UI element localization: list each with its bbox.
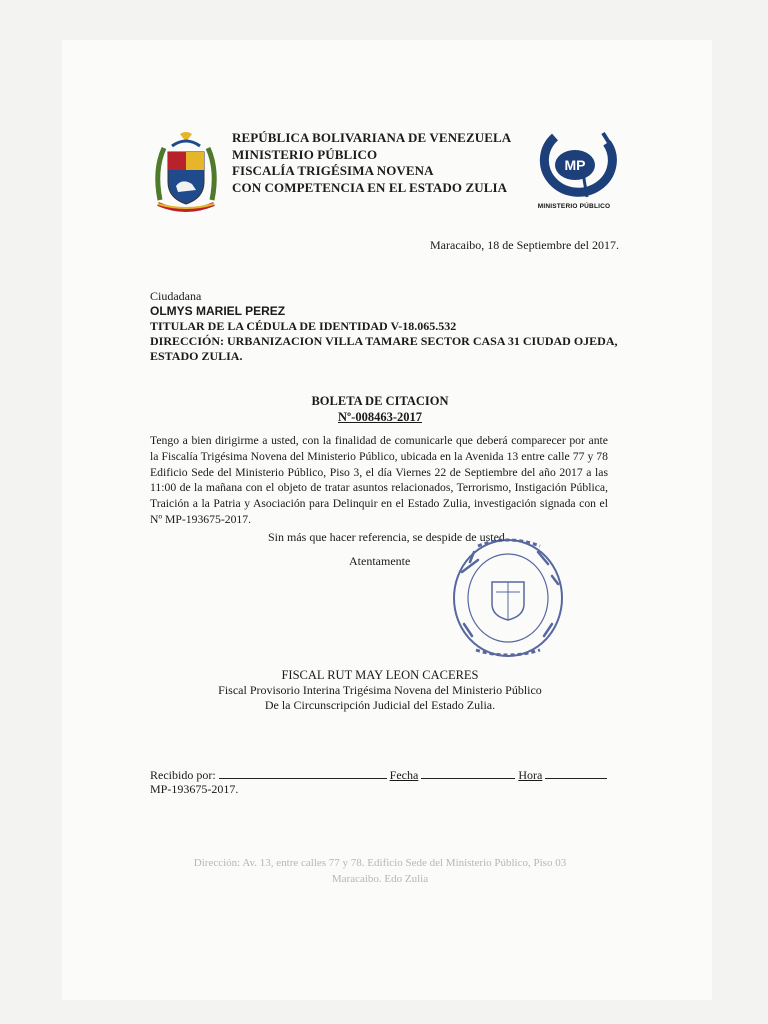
case-number: MP-193675-2017. [150, 782, 239, 796]
recipient-address-line-2: ESTADO ZULIA. [150, 349, 243, 363]
fecha-label: Fecha [389, 768, 419, 782]
letterhead-line-4: CON COMPETENCIA EN EL ESTADO ZULIA [232, 179, 508, 195]
signature-block [200, 668, 560, 713]
recipient-block [150, 289, 618, 364]
recipient-name: OLMYS MARIEL PEREZ [150, 304, 286, 318]
letterhead [232, 130, 511, 196]
received-by-field [219, 767, 387, 779]
footer [150, 855, 610, 887]
receipt-block [150, 767, 610, 796]
hora-label: Hora [518, 768, 543, 782]
sign-off: Atentamente [349, 554, 411, 568]
coat-of-arms-icon [150, 130, 222, 214]
document-date: Maracaibo, 18 de Septiembre del 2017. [430, 238, 619, 252]
recipient-id: TITULAR DE LA CÉDULA DE IDENTIDAD V-18.065.532 [150, 319, 457, 333]
logo-caption: MINISTERIO PÚBLICO [537, 203, 611, 210]
citation-number: Nº-008463-2017 [338, 410, 422, 424]
ministerio-publico-logo-icon [533, 127, 617, 202]
letterhead-line-3: FISCALÍA TRIGÉSIMA NOVENA [232, 163, 434, 178]
footer-address-line-1: Dirección: Av. 13, entre calles 77 y 78. Edificio Sede del Ministerio Público, Piso 03 [193, 857, 567, 869]
closing-text: Sin más que hacer referencia, se despide de usted [268, 530, 505, 544]
letterhead-line-1: REPÚBLICA BOLIVARIANA DE VENEZUELA [232, 130, 512, 145]
logo-text: MP [564, 157, 586, 173]
citation-title-block [150, 393, 610, 425]
received-by-label: Recibido por: [150, 768, 216, 782]
fecha-field [421, 767, 515, 779]
citation-body: Tengo a bien dirigirme a usted, con la finalidad de comunicarle que deberá comparecer por ante la Fiscalía Trigésima Novena del Ministerio Público, ubicada en la Avenida 13 entre calle 77 y 78 Edificio Sede del Ministerio Público, Piso 3, el día Viernes 22 de Septiembre del año 2017 a las 11:00 de la mañana con el objeto de tratar asuntos relacionados, Terrorismo, Instigación Pública, Traición a la Patria y Asociación para Delinquir en el Estado Zulia, investigación signada con el Nº MP-193675-2017. [150, 434, 608, 526]
signatory-title-line-1: Fiscal Provisorio Interina Trigésima Novena del Ministerio Público [218, 683, 542, 697]
recipient-label: Ciudadana [150, 289, 202, 303]
signatory-title-line-2: De la Circunscripción Judicial del Estado Zulia. [264, 698, 496, 712]
signatory-name: FISCAL RUT MAY LEON CACERES [281, 668, 479, 682]
hora-field [545, 767, 607, 779]
letterhead-line-2: MINISTERIO PÚBLICO [232, 146, 378, 162]
footer-address-line-2: Maracaibo. Edo Zulia [331, 873, 429, 885]
judicial-stamp-icon [448, 532, 568, 662]
recipient-address-line-1: DIRECCIÓN: URBANIZACION VILLA TAMARE SECTOR CASA 31 CIUDAD OJEDA, [150, 334, 618, 348]
citation-title: BOLETA DE CITACION [311, 394, 449, 408]
